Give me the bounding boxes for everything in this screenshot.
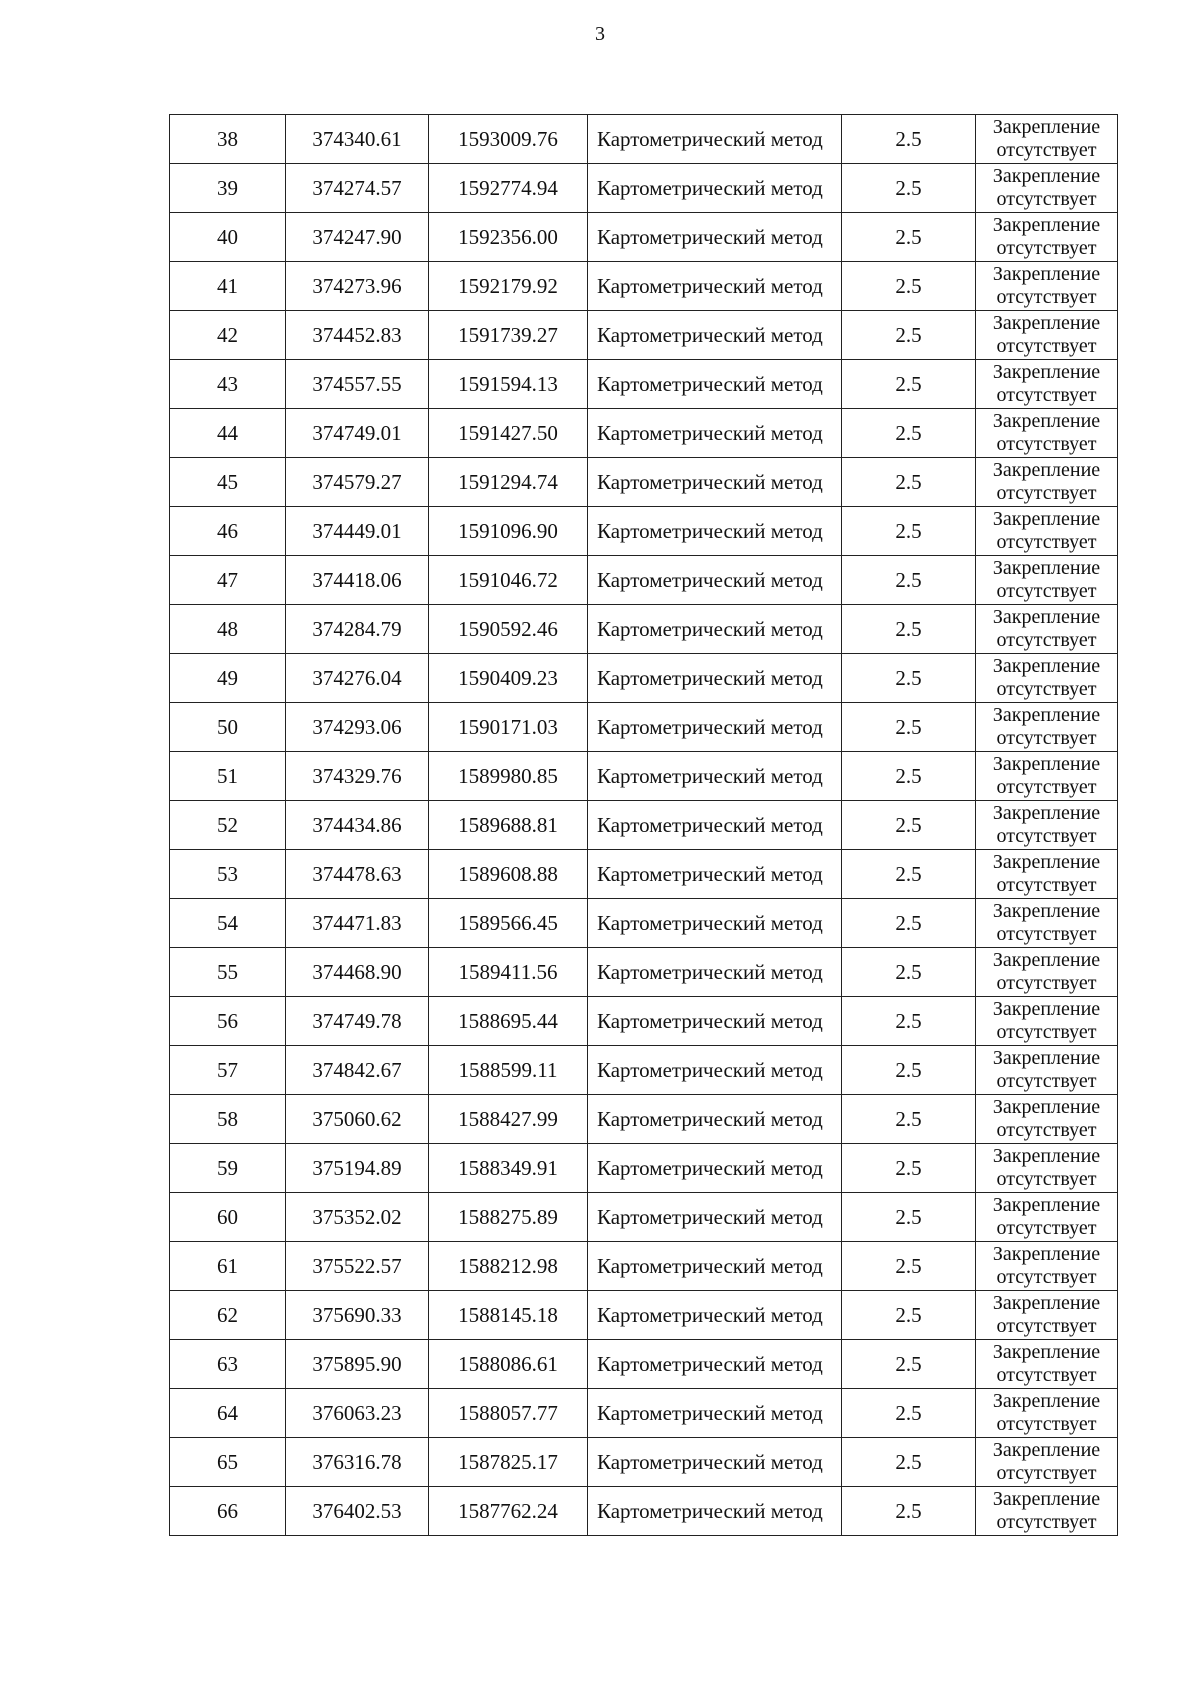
method-cell: Картометрический метод <box>588 1095 842 1144</box>
fixing-description-cell <box>976 311 1118 360</box>
point-number-cell: 56 <box>170 997 286 1046</box>
x-coordinate-cell: 376063.23 <box>286 1389 429 1438</box>
point-number-cell: 51 <box>170 752 286 801</box>
accuracy-cell: 2.5 <box>842 654 976 703</box>
x-coordinate-cell: 375522.57 <box>286 1242 429 1291</box>
x-coordinate-cell: 374468.90 <box>286 948 429 997</box>
accuracy-cell: 2.5 <box>842 1291 976 1340</box>
point-number-cell: 50 <box>170 703 286 752</box>
fixing-line: Закрепление <box>992 361 1101 383</box>
point-number-cell: 43 <box>170 360 286 409</box>
fixing-line: отсутствует <box>996 1217 1097 1239</box>
x-coordinate-cell: 374284.79 <box>286 605 429 654</box>
accuracy-cell: 2.5 <box>842 311 976 360</box>
point-number-cell: 52 <box>170 801 286 850</box>
table-row <box>170 1095 1118 1144</box>
fixing-line: отсутствует <box>996 1413 1097 1435</box>
fixing-line: отсутствует <box>996 776 1097 798</box>
table-row <box>170 1193 1118 1242</box>
fixing-description-cell <box>976 850 1118 899</box>
y-coordinate-cell: 1588057.77 <box>429 1389 588 1438</box>
table-row <box>170 654 1118 703</box>
fixing-line: отсутствует <box>996 1070 1097 1092</box>
fixing-line: отсутствует <box>996 1119 1097 1141</box>
accuracy-cell: 2.5 <box>842 1193 976 1242</box>
fixing-line: Закрепление <box>992 851 1101 873</box>
method-cell: Картометрический метод <box>588 360 842 409</box>
y-coordinate-cell: 1591594.13 <box>429 360 588 409</box>
y-coordinate-cell: 1591294.74 <box>429 458 588 507</box>
x-coordinate-cell: 374449.01 <box>286 507 429 556</box>
fixing-description-cell <box>976 1046 1118 1095</box>
fixing-line: Закрепление <box>992 1047 1101 1069</box>
table-row <box>170 311 1118 360</box>
accuracy-cell: 2.5 <box>842 1389 976 1438</box>
method-cell: Картометрический метод <box>588 1340 842 1389</box>
point-number-cell: 39 <box>170 164 286 213</box>
table-row <box>170 899 1118 948</box>
fixing-line: отсутствует <box>996 1511 1097 1533</box>
accuracy-cell: 2.5 <box>842 556 976 605</box>
x-coordinate-cell: 374247.90 <box>286 213 429 262</box>
method-cell: Картометрический метод <box>588 948 842 997</box>
point-number-cell: 38 <box>170 115 286 164</box>
fixing-line: отсутствует <box>996 678 1097 700</box>
table-row <box>170 1291 1118 1340</box>
accuracy-cell: 2.5 <box>842 899 976 948</box>
table-row <box>170 213 1118 262</box>
x-coordinate-cell: 374749.78 <box>286 997 429 1046</box>
method-cell: Картометрический метод <box>588 1291 842 1340</box>
fixing-line: Закрепление <box>992 165 1101 187</box>
fixing-description-cell <box>976 1144 1118 1193</box>
fixing-line: отсутствует <box>996 1266 1097 1288</box>
fixing-line: отсутствует <box>996 1364 1097 1386</box>
x-coordinate-cell: 374579.27 <box>286 458 429 507</box>
point-number-cell: 46 <box>170 507 286 556</box>
y-coordinate-cell: 1592179.92 <box>429 262 588 311</box>
fixing-line: отсутствует <box>996 972 1097 994</box>
fixing-line: отсутствует <box>996 825 1097 847</box>
fixing-description-cell <box>976 752 1118 801</box>
accuracy-cell: 2.5 <box>842 801 976 850</box>
x-coordinate-cell: 374478.63 <box>286 850 429 899</box>
x-coordinate-cell: 374471.83 <box>286 899 429 948</box>
x-coordinate-cell: 376316.78 <box>286 1438 429 1487</box>
point-number-cell: 64 <box>170 1389 286 1438</box>
fixing-line: отсутствует <box>996 286 1097 308</box>
table-row <box>170 1046 1118 1095</box>
fixing-line: отсутствует <box>996 1021 1097 1043</box>
accuracy-cell: 2.5 <box>842 1487 976 1536</box>
fixing-line: отсутствует <box>996 629 1097 651</box>
accuracy-cell: 2.5 <box>842 360 976 409</box>
x-coordinate-cell: 376402.53 <box>286 1487 429 1536</box>
y-coordinate-cell: 1588427.99 <box>429 1095 588 1144</box>
fixing-line: Закрепление <box>992 410 1101 432</box>
fixing-description-cell <box>976 360 1118 409</box>
fixing-line: отсутствует <box>996 727 1097 749</box>
fixing-line: Закрепление <box>992 998 1101 1020</box>
fixing-line: Закрепление <box>992 1194 1101 1216</box>
table-row <box>170 1389 1118 1438</box>
fixing-line: отсутствует <box>996 531 1097 553</box>
accuracy-cell: 2.5 <box>842 850 976 899</box>
fixing-line: отсутствует <box>996 188 1097 210</box>
fixing-description-cell <box>976 1242 1118 1291</box>
y-coordinate-cell: 1589411.56 <box>429 948 588 997</box>
accuracy-cell: 2.5 <box>842 948 976 997</box>
table-row <box>170 556 1118 605</box>
fixing-line: отсутствует <box>996 139 1097 161</box>
fixing-line: Закрепление <box>992 1292 1101 1314</box>
fixing-line: отсутствует <box>996 580 1097 602</box>
table-row <box>170 164 1118 213</box>
method-cell: Картометрический метод <box>588 164 842 213</box>
x-coordinate-cell: 374274.57 <box>286 164 429 213</box>
x-coordinate-cell: 374452.83 <box>286 311 429 360</box>
fixing-line: Закрепление <box>992 655 1101 677</box>
y-coordinate-cell: 1591046.72 <box>429 556 588 605</box>
fixing-description-cell <box>976 458 1118 507</box>
fixing-line: Закрепление <box>992 263 1101 285</box>
x-coordinate-cell: 375060.62 <box>286 1095 429 1144</box>
table-row <box>170 1144 1118 1193</box>
fixing-line: отсутствует <box>996 433 1097 455</box>
x-coordinate-cell: 374418.06 <box>286 556 429 605</box>
table-body <box>170 115 1118 1536</box>
point-number-cell: 48 <box>170 605 286 654</box>
fixing-line: отсутствует <box>996 335 1097 357</box>
table-row <box>170 948 1118 997</box>
table-row <box>170 605 1118 654</box>
fixing-line: Закрепление <box>992 312 1101 334</box>
fixing-description-cell <box>976 115 1118 164</box>
y-coordinate-cell: 1592774.94 <box>429 164 588 213</box>
fixing-description-cell <box>976 409 1118 458</box>
x-coordinate-cell: 374842.67 <box>286 1046 429 1095</box>
point-number-cell: 62 <box>170 1291 286 1340</box>
y-coordinate-cell: 1591427.50 <box>429 409 588 458</box>
accuracy-cell: 2.5 <box>842 752 976 801</box>
fixing-line: Закрепление <box>992 1243 1101 1265</box>
y-coordinate-cell: 1587762.24 <box>429 1487 588 1536</box>
accuracy-cell: 2.5 <box>842 605 976 654</box>
fixing-line: отсутствует <box>996 874 1097 896</box>
point-number-cell: 66 <box>170 1487 286 1536</box>
fixing-line: отсутствует <box>996 482 1097 504</box>
fixing-line: Закрепление <box>992 704 1101 726</box>
fixing-description-cell <box>976 801 1118 850</box>
y-coordinate-cell: 1588275.89 <box>429 1193 588 1242</box>
method-cell: Картометрический метод <box>588 997 842 1046</box>
fixing-description-cell <box>976 654 1118 703</box>
method-cell: Картометрический метод <box>588 1487 842 1536</box>
accuracy-cell: 2.5 <box>842 1144 976 1193</box>
fixing-description-cell <box>976 948 1118 997</box>
fixing-description-cell <box>976 1193 1118 1242</box>
fixing-description-cell <box>976 605 1118 654</box>
y-coordinate-cell: 1587825.17 <box>429 1438 588 1487</box>
x-coordinate-cell: 375690.33 <box>286 1291 429 1340</box>
fixing-description-cell <box>976 262 1118 311</box>
x-coordinate-cell: 374340.61 <box>286 115 429 164</box>
accuracy-cell: 2.5 <box>842 409 976 458</box>
fixing-line: Закрепление <box>992 214 1101 236</box>
point-number-cell: 54 <box>170 899 286 948</box>
y-coordinate-cell: 1589688.81 <box>429 801 588 850</box>
method-cell: Картометрический метод <box>588 1144 842 1193</box>
fixing-line: отсутствует <box>996 923 1097 945</box>
page-number: 3 <box>595 23 605 45</box>
y-coordinate-cell: 1588145.18 <box>429 1291 588 1340</box>
accuracy-cell: 2.5 <box>842 213 976 262</box>
point-number-cell: 61 <box>170 1242 286 1291</box>
method-cell: Картометрический метод <box>588 556 842 605</box>
fixing-line: Закрепление <box>992 1439 1101 1461</box>
accuracy-cell: 2.5 <box>842 262 976 311</box>
table-row <box>170 703 1118 752</box>
x-coordinate-cell: 374749.01 <box>286 409 429 458</box>
x-coordinate-cell: 374557.55 <box>286 360 429 409</box>
table-row <box>170 262 1118 311</box>
point-number-cell: 63 <box>170 1340 286 1389</box>
point-number-cell: 60 <box>170 1193 286 1242</box>
point-number-cell: 41 <box>170 262 286 311</box>
table-row <box>170 850 1118 899</box>
method-cell: Картометрический метод <box>588 311 842 360</box>
fixing-description-cell <box>976 997 1118 1046</box>
fixing-description-cell <box>976 164 1118 213</box>
fixing-line: Закрепление <box>992 753 1101 775</box>
method-cell: Картометрический метод <box>588 1046 842 1095</box>
method-cell: Картометрический метод <box>588 654 842 703</box>
accuracy-cell: 2.5 <box>842 164 976 213</box>
accuracy-cell: 2.5 <box>842 1340 976 1389</box>
table-row <box>170 1340 1118 1389</box>
point-number-cell: 49 <box>170 654 286 703</box>
point-number-cell: 59 <box>170 1144 286 1193</box>
x-coordinate-cell: 374329.76 <box>286 752 429 801</box>
fixing-line: отсутствует <box>996 237 1097 259</box>
fixing-line: Закрепление <box>992 606 1101 628</box>
fixing-line: Закрепление <box>992 508 1101 530</box>
table-row <box>170 1487 1118 1536</box>
method-cell: Картометрический метод <box>588 703 842 752</box>
accuracy-cell: 2.5 <box>842 703 976 752</box>
method-cell: Картометрический метод <box>588 605 842 654</box>
fixing-line: отсутствует <box>996 1315 1097 1337</box>
fixing-line: Закрепление <box>992 557 1101 579</box>
fixing-description-cell <box>976 899 1118 948</box>
table-row <box>170 801 1118 850</box>
method-cell: Картометрический метод <box>588 507 842 556</box>
x-coordinate-cell: 374434.86 <box>286 801 429 850</box>
fixing-description-cell <box>976 1389 1118 1438</box>
fixing-description-cell <box>976 1291 1118 1340</box>
point-number-cell: 47 <box>170 556 286 605</box>
x-coordinate-cell: 374276.04 <box>286 654 429 703</box>
table-row <box>170 1438 1118 1487</box>
y-coordinate-cell: 1588086.61 <box>429 1340 588 1389</box>
y-coordinate-cell: 1588212.98 <box>429 1242 588 1291</box>
y-coordinate-cell: 1589566.45 <box>429 899 588 948</box>
y-coordinate-cell: 1593009.76 <box>429 115 588 164</box>
table-row <box>170 458 1118 507</box>
method-cell: Картометрический метод <box>588 801 842 850</box>
fixing-description-cell <box>976 1095 1118 1144</box>
method-cell: Картометрический метод <box>588 1242 842 1291</box>
table-row <box>170 115 1118 164</box>
fixing-line: Закрепление <box>992 1488 1101 1510</box>
table-row <box>170 1242 1118 1291</box>
y-coordinate-cell: 1588695.44 <box>429 997 588 1046</box>
method-cell: Картометрический метод <box>588 213 842 262</box>
fixing-line: Закрепление <box>992 802 1101 824</box>
fixing-description-cell <box>976 1438 1118 1487</box>
y-coordinate-cell: 1589608.88 <box>429 850 588 899</box>
fixing-line: Закрепление <box>992 459 1101 481</box>
y-coordinate-cell: 1590409.23 <box>429 654 588 703</box>
accuracy-cell: 2.5 <box>842 458 976 507</box>
fixing-description-cell <box>976 703 1118 752</box>
point-number-cell: 57 <box>170 1046 286 1095</box>
point-number-cell: 40 <box>170 213 286 262</box>
y-coordinate-cell: 1591739.27 <box>429 311 588 360</box>
x-coordinate-cell: 374293.06 <box>286 703 429 752</box>
accuracy-cell: 2.5 <box>842 1046 976 1095</box>
table-row <box>170 360 1118 409</box>
fixing-description-cell <box>976 1340 1118 1389</box>
method-cell: Картометрический метод <box>588 1438 842 1487</box>
point-number-cell: 58 <box>170 1095 286 1144</box>
fixing-line: Закрепление <box>992 1145 1101 1167</box>
y-coordinate-cell: 1590592.46 <box>429 605 588 654</box>
table-row <box>170 507 1118 556</box>
fixing-line: Закрепление <box>992 1341 1101 1363</box>
point-number-cell: 53 <box>170 850 286 899</box>
method-cell: Картометрический метод <box>588 752 842 801</box>
table-row <box>170 409 1118 458</box>
point-number-cell: 55 <box>170 948 286 997</box>
method-cell: Картометрический метод <box>588 115 842 164</box>
method-cell: Картометрический метод <box>588 458 842 507</box>
point-number-cell: 45 <box>170 458 286 507</box>
accuracy-cell: 2.5 <box>842 115 976 164</box>
point-number-cell: 42 <box>170 311 286 360</box>
fixing-description-cell <box>976 556 1118 605</box>
point-number-cell: 44 <box>170 409 286 458</box>
x-coordinate-cell: 374273.96 <box>286 262 429 311</box>
y-coordinate-cell: 1588349.91 <box>429 1144 588 1193</box>
accuracy-cell: 2.5 <box>842 507 976 556</box>
fixing-line: отсутствует <box>996 1462 1097 1484</box>
fixing-line: Закрепление <box>992 1096 1101 1118</box>
accuracy-cell: 2.5 <box>842 1242 976 1291</box>
y-coordinate-cell: 1591096.90 <box>429 507 588 556</box>
fixing-description-cell <box>976 1487 1118 1536</box>
table-row <box>170 997 1118 1046</box>
fixing-line: отсутствует <box>996 384 1097 406</box>
method-cell: Картометрический метод <box>588 1193 842 1242</box>
accuracy-cell: 2.5 <box>842 1438 976 1487</box>
fixing-line: Закрепление <box>992 900 1101 922</box>
fixing-line: отсутствует <box>996 1168 1097 1190</box>
method-cell: Картометрический метод <box>588 409 842 458</box>
method-cell: Картометрический метод <box>588 850 842 899</box>
accuracy-cell: 2.5 <box>842 1095 976 1144</box>
x-coordinate-cell: 375194.89 <box>286 1144 429 1193</box>
fixing-description-cell <box>976 213 1118 262</box>
accuracy-cell: 2.5 <box>842 997 976 1046</box>
fixing-line: Закрепление <box>992 116 1101 138</box>
y-coordinate-cell: 1590171.03 <box>429 703 588 752</box>
fixing-description-cell <box>976 507 1118 556</box>
x-coordinate-cell: 375895.90 <box>286 1340 429 1389</box>
method-cell: Картометрический метод <box>588 899 842 948</box>
method-cell: Картометрический метод <box>588 262 842 311</box>
point-number-cell: 65 <box>170 1438 286 1487</box>
method-cell: Картометрический метод <box>588 1389 842 1438</box>
fixing-line: Закрепление <box>992 949 1101 971</box>
table-row <box>170 752 1118 801</box>
y-coordinate-cell: 1589980.85 <box>429 752 588 801</box>
fixing-line: Закрепление <box>992 1390 1101 1412</box>
y-coordinate-cell: 1592356.00 <box>429 213 588 262</box>
y-coordinate-cell: 1588599.11 <box>429 1046 588 1095</box>
coordinates-table <box>169 114 1118 1536</box>
x-coordinate-cell: 375352.02 <box>286 1193 429 1242</box>
